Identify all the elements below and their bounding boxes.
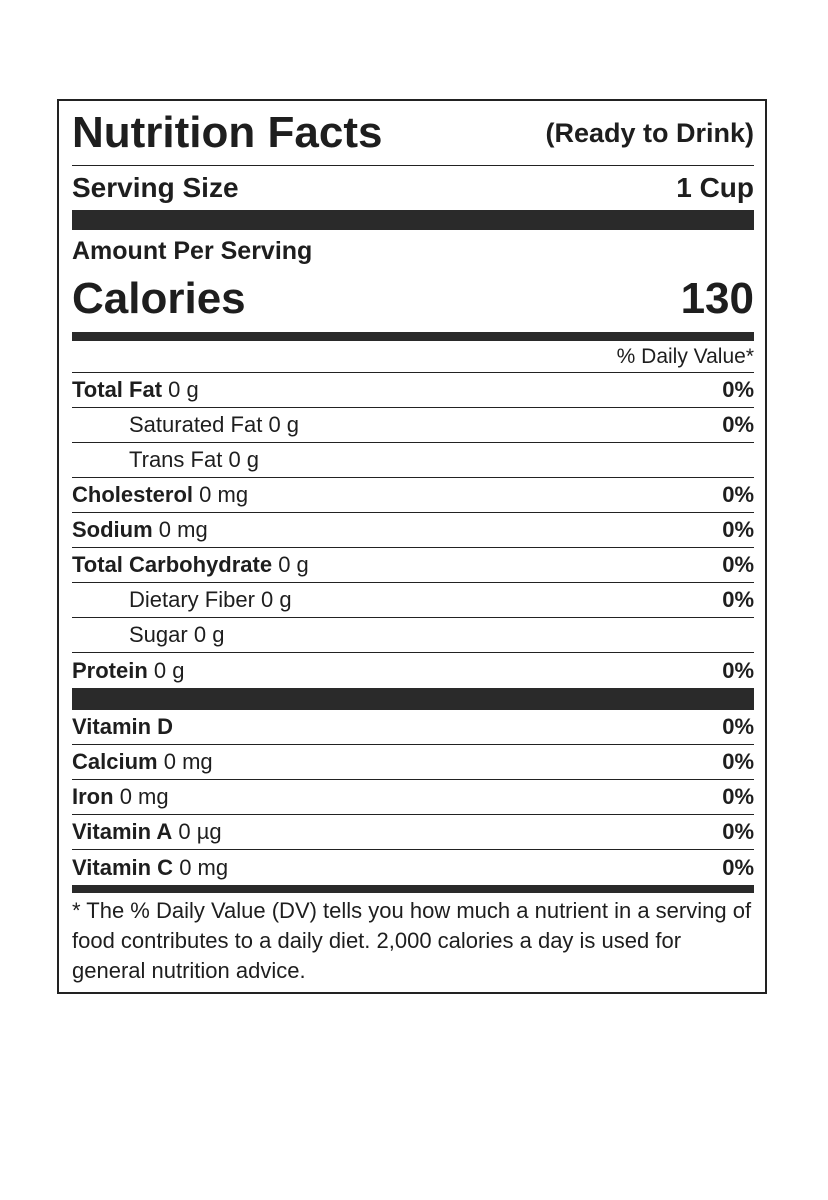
label-title: Nutrition Facts (72, 108, 383, 157)
vitamin-daily-value: 0% (722, 854, 754, 880)
nutrient-daily-value: 0% (722, 517, 754, 542)
vitamin-row-vitamin-d (72, 710, 754, 745)
nutrient-name: Saturated Fat (129, 412, 263, 437)
serving-size-row (72, 166, 754, 210)
nutrient-amount: 0 g (153, 657, 185, 683)
daily-value-footnote: * The % Daily Value (DV) tells you how much a nutrient in a serving of food contributes to a daily diet. 2,000 calories a day is used for general nutrition advice. (72, 898, 752, 983)
nutrient-row-trans-fat (72, 443, 754, 478)
nutrition-facts-label (57, 99, 767, 994)
nutrient-amount: 0 g (268, 412, 300, 437)
nutrient-name: Sugar (129, 622, 188, 647)
label-content (72, 101, 754, 986)
nutrient-name: Total Carbohydrate (72, 552, 273, 577)
nutrient-amount: 0 g (278, 552, 309, 577)
nutrient-name: Sodium (72, 517, 153, 542)
nutrient-daily-value: 0% (722, 657, 754, 683)
vitamin-daily-value: 0% (722, 784, 754, 809)
nutrient-amount: 0 g (193, 622, 225, 647)
nutrient-name: Dietary Fiber (129, 587, 255, 612)
serving-size-label: Serving Size (72, 172, 239, 203)
vitamin-amount: 0 µg (178, 819, 222, 844)
nutrient-row-cholesterol (72, 478, 754, 513)
vitamin-name: Calcium (72, 749, 158, 774)
nutrient-amount: 0 mg (158, 517, 208, 542)
nutrient-row-total-carbohydrate (72, 548, 754, 583)
vitamin-row-vitamin-c (72, 850, 754, 885)
nutrient-row-dietary-fiber (72, 583, 754, 618)
calories-value: 130 (680, 274, 754, 323)
medium-divider (72, 885, 754, 893)
nutrient-name: Cholesterol (72, 482, 194, 507)
nutrient-daily-value: 0% (722, 482, 754, 507)
vitamin-daily-value: 0% (722, 819, 754, 844)
vitamin-name: Vitamin D (72, 714, 174, 739)
nutrient-amount: 0 g (168, 377, 199, 402)
medium-divider (72, 332, 754, 341)
label-header (72, 101, 754, 165)
nutrient-name: Total Fat (72, 377, 163, 402)
nutrient-row-sodium (72, 513, 754, 548)
daily-value-header (72, 341, 754, 372)
nutrient-daily-value: 0% (722, 377, 754, 402)
nutrient-name: Protein (72, 657, 148, 683)
serving-size-value: 1 Cup (676, 172, 754, 203)
vitamin-name: Vitamin C (72, 854, 174, 880)
daily-value-header-label: % Daily Value* (616, 344, 754, 368)
nutrient-amount: 0 mg (199, 482, 249, 507)
amount-per-serving-label: Amount Per Serving (72, 237, 313, 265)
calories-row (72, 266, 754, 332)
nutrient-row-saturated-fat (72, 408, 754, 443)
nutrient-amount: 0 g (261, 587, 292, 612)
nutrient-daily-value: 0% (722, 587, 754, 612)
nutrient-amount: 0 g (228, 447, 260, 472)
vitamin-name: Vitamin A (72, 819, 173, 844)
vitamin-amount: 0 mg (119, 784, 169, 809)
vitamin-amount: 0 mg (179, 854, 229, 880)
label-subtitle: (Ready to Drink) (545, 117, 754, 148)
vitamin-row-iron (72, 780, 754, 815)
thick-divider (72, 688, 754, 710)
nutrient-row-total-fat (72, 373, 754, 408)
nutrient-row-protein (72, 653, 754, 688)
vitamin-name: Iron (72, 784, 114, 809)
nutrient-row-sugar (72, 618, 754, 653)
amount-per-serving (72, 230, 754, 266)
calories-label: Calories (72, 274, 246, 323)
vitamin-amount: 0 mg (163, 749, 213, 774)
vitamin-daily-value: 0% (722, 714, 754, 739)
nutrient-daily-value: 0% (722, 552, 754, 577)
vitamin-daily-value: 0% (722, 749, 754, 774)
nutrient-name: Trans Fat (129, 447, 223, 472)
nutrient-daily-value: 0% (722, 412, 754, 437)
vitamin-row-calcium (72, 745, 754, 780)
vitamin-row-vitamin-a (72, 815, 754, 850)
thick-divider (72, 210, 754, 230)
